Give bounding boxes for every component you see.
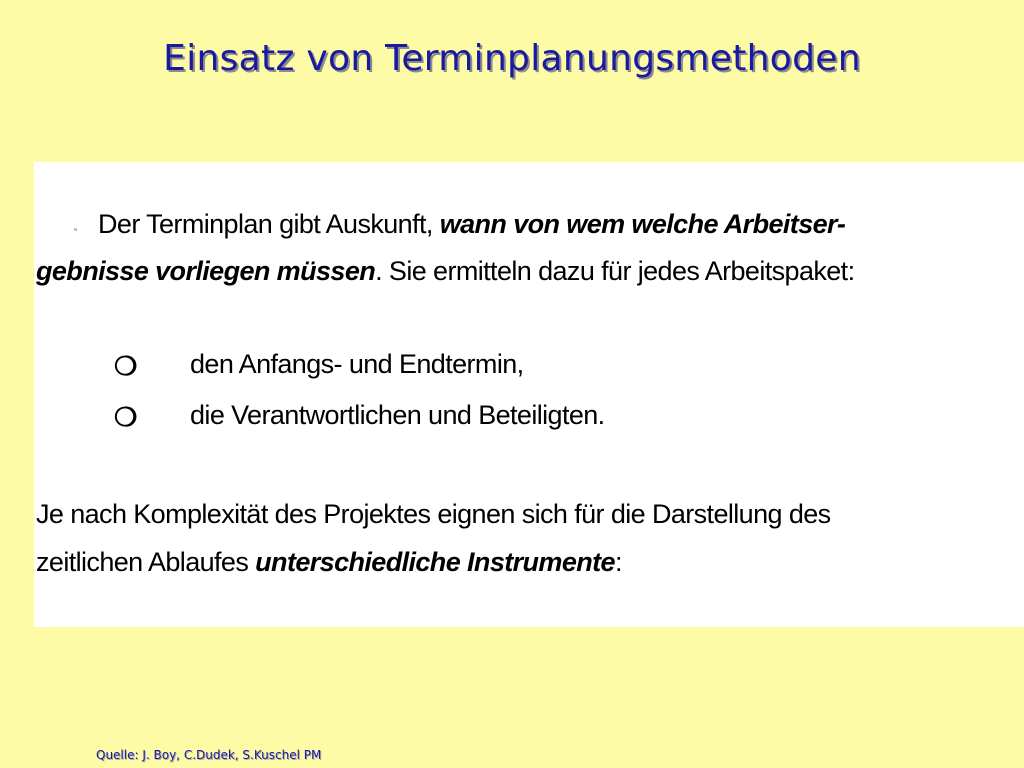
content-box — [34, 162, 1024, 627]
indent-marker — [74, 228, 77, 231]
bullet-item-1: den Anfangs- und Endtermin, — [190, 349, 524, 379]
slide-title: Einsatz von Terminplanungsmethoden — [163, 38, 861, 79]
paragraph2-line2-text: zeitlichen Ablaufes — [36, 547, 256, 577]
paragraph1-line1 — [98, 211, 845, 238]
paragraph1-line2-emphasis: gebnisse vorliegen müssen — [36, 256, 376, 286]
paragraph1-line2 — [36, 258, 855, 285]
bullet-circle-icon: ❍ — [114, 402, 137, 432]
paragraph1-line1-text: Der Terminplan gibt Auskunft, — [98, 209, 440, 239]
paragraph2-line1: Je nach Komplexität des Projektes eignen sich für die Darstellung des — [36, 499, 831, 529]
bullet-circle-icon: ❍ — [114, 351, 137, 381]
paragraph1-line2-text: . Sie ermitteln dazu für jedes Arbeitspaket: — [375, 256, 855, 286]
paragraph2-line2 — [36, 549, 622, 576]
bullet-item-2: die Verantwortlichen und Beteiligten. — [190, 400, 605, 430]
paragraph2-line2-end: : — [614, 547, 622, 577]
paragraph1-line1-emphasis: wann von wem welche Arbeitser- — [439, 209, 846, 239]
source-citation: Quelle: J. Boy, C.Dudek, S.Kuschel PM — [96, 748, 322, 762]
paragraph2-line2-emphasis: unterschiedliche Instrumente — [255, 547, 615, 577]
